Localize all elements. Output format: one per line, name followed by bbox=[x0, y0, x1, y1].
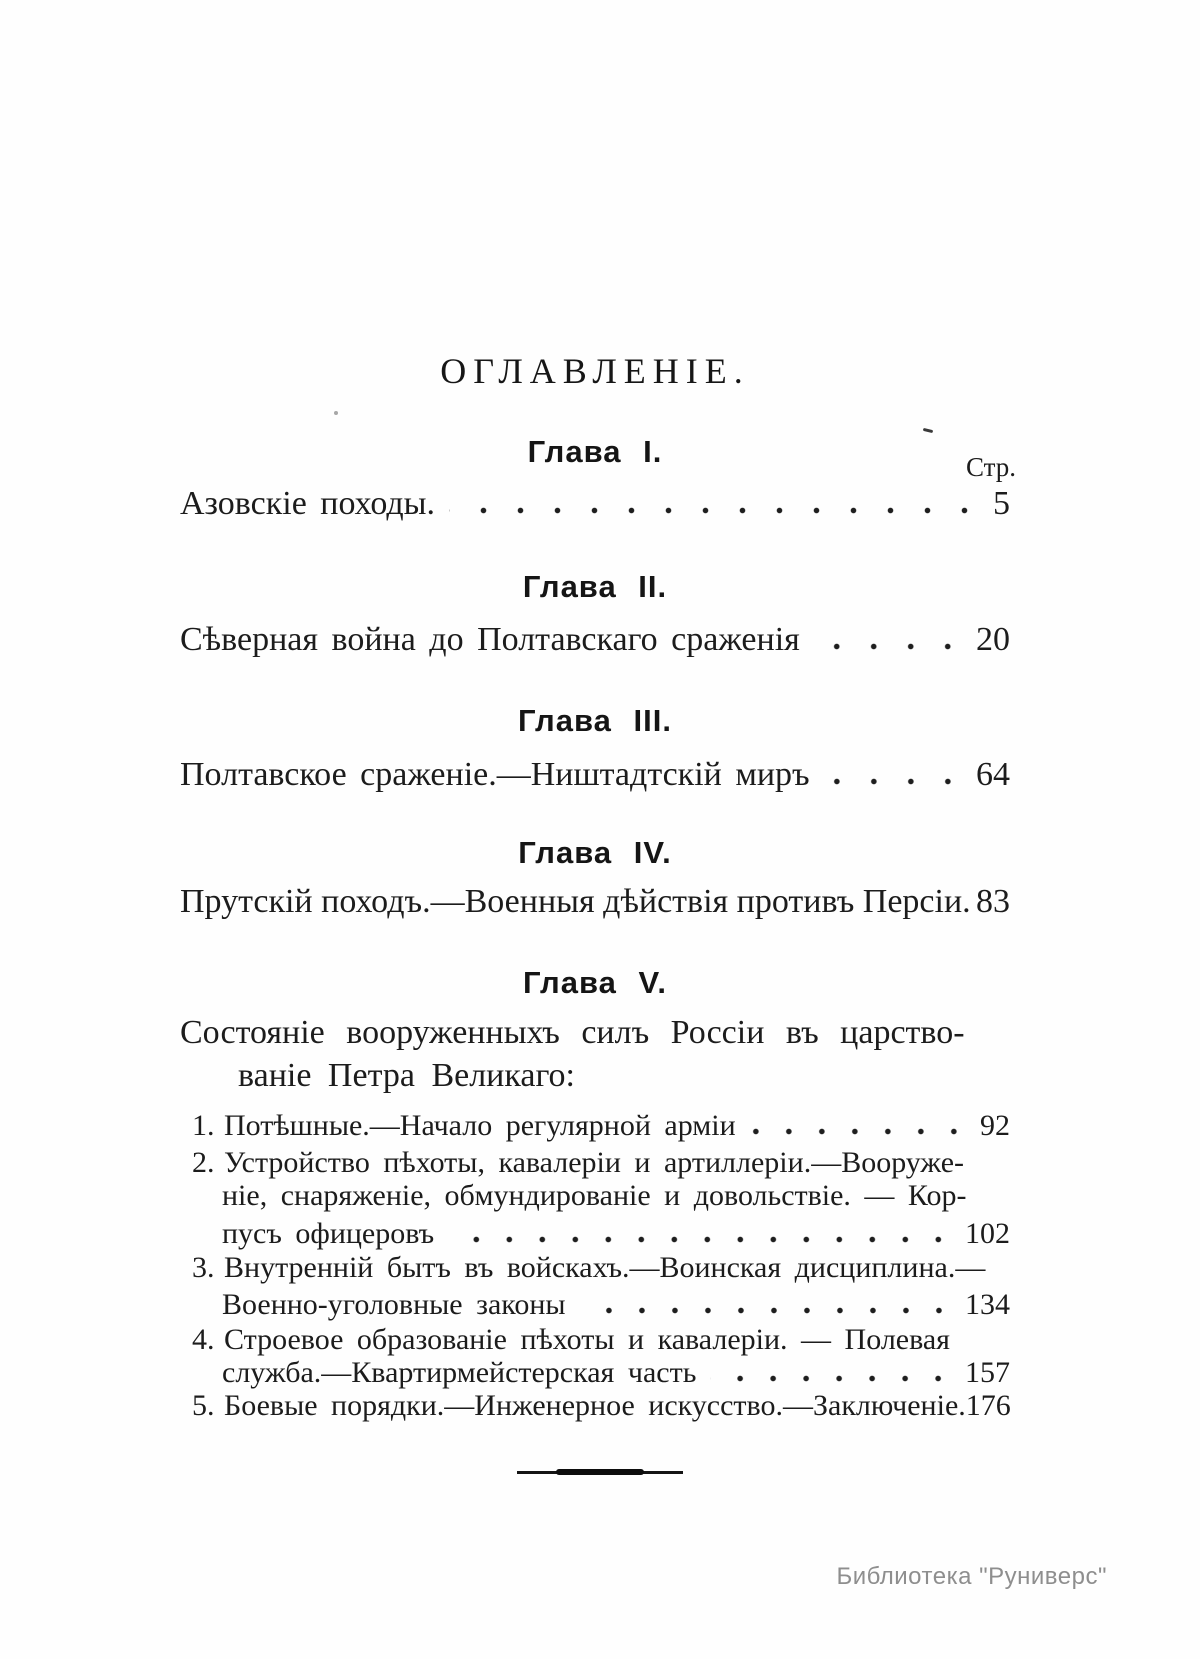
toc-entry-chapter-2 bbox=[180, 620, 1010, 660]
dot-leader bbox=[814, 642, 968, 650]
dot-leader bbox=[750, 1127, 972, 1135]
toc-entry-chapter-3 bbox=[180, 755, 1010, 795]
toc-item-2-line-3 bbox=[180, 1216, 1010, 1252]
item-text: ніе, снаряженіе, обмундированіе и довольствіе. — Кор- bbox=[222, 1179, 967, 1212]
page-title: ОГЛАВЛЕНІЕ. bbox=[440, 351, 750, 391]
section-divider-accent bbox=[556, 1469, 644, 1475]
entry-page-number: 5 bbox=[993, 485, 1010, 522]
entry-text: Прутскій походъ.—Военныя дѣйствія противъ Персіи. bbox=[180, 883, 971, 920]
chapter-5-intro-line-1: Состояніе вооруженныхъ силъ Россіи въ царство- bbox=[180, 1014, 965, 1051]
item-text: Военно-уголовные законы bbox=[222, 1288, 566, 1321]
toc-item-3-line-1 bbox=[180, 1250, 1010, 1286]
item-page-number: 92 bbox=[980, 1109, 1010, 1142]
item-number: 1. bbox=[192, 1109, 215, 1142]
item-text: Боевые порядки.—Инженерное искусство.—Заключеніе. bbox=[224, 1389, 966, 1422]
toc-entry-chapter-1 bbox=[180, 484, 1010, 524]
item-number: 3. bbox=[192, 1251, 215, 1284]
item-page-number: 176 bbox=[965, 1389, 1011, 1422]
item-text: Строевое образованіе пѣхоты и кавалеріи. — Полевая bbox=[224, 1323, 950, 1356]
entry-text: Азовскіе походы. bbox=[180, 485, 436, 522]
item-number: 5. bbox=[192, 1389, 215, 1422]
dot-leader bbox=[824, 777, 968, 785]
toc-item-4-line-1 bbox=[180, 1322, 1010, 1358]
item-text: Потѣшные.—Начало регулярной арміи bbox=[224, 1109, 736, 1142]
item-page-number: 157 bbox=[965, 1356, 1010, 1389]
dot-leader bbox=[580, 1306, 957, 1314]
toc-item-4-line-2 bbox=[180, 1355, 1010, 1391]
entry-page-number: 64 bbox=[976, 756, 1010, 793]
item-page-number: 102 bbox=[965, 1217, 1010, 1250]
entry-text: Полтавское сраженіе.—Ништадтскій миръ bbox=[180, 756, 810, 793]
item-number: 4. bbox=[192, 1323, 215, 1356]
library-watermark: Библиотека "Руниверс" bbox=[836, 1563, 1107, 1590]
chapter-5-intro-line-2: ваніе Петра Великаго: bbox=[238, 1057, 576, 1094]
toc-item-2-line-1 bbox=[180, 1145, 1010, 1181]
dot-leader bbox=[710, 1374, 957, 1382]
toc-entry-chapter-4 bbox=[180, 882, 1010, 922]
item-text: пусъ офицеровъ bbox=[222, 1217, 435, 1250]
toc-item-3-line-2 bbox=[180, 1287, 1010, 1323]
chapter-4-heading: Глава IV. bbox=[518, 835, 672, 870]
toc-item-1 bbox=[180, 1108, 1010, 1144]
dot-leader bbox=[448, 1235, 957, 1243]
scan-speck bbox=[334, 411, 338, 415]
toc-item-5 bbox=[180, 1388, 1010, 1424]
entry-text: Сѣверная война до Полтавскаго сраженія bbox=[180, 621, 800, 658]
entry-page-number: 83 bbox=[976, 883, 1010, 920]
page-column-label: Стр. bbox=[965, 452, 1016, 482]
toc-page bbox=[180, 0, 1016, 1659]
chapter-5-heading: Глава V. bbox=[523, 965, 667, 1000]
chapter-1-heading: Глава I. bbox=[527, 434, 663, 469]
item-number: 2. bbox=[192, 1146, 215, 1179]
entry-page-number: 20 bbox=[976, 621, 1010, 658]
chapter-2-heading: Глава II. bbox=[522, 569, 668, 604]
item-text: Внутренній бытъ въ войскахъ.—Воинская дисциплина.— bbox=[224, 1251, 986, 1284]
item-text: Устройство пѣхоты, кавалеріи и артиллеріи.—Вооруже- bbox=[224, 1146, 965, 1179]
item-page-number: 134 bbox=[965, 1288, 1010, 1321]
dot-leader bbox=[449, 506, 985, 514]
chapter-3-heading: Глава III. bbox=[518, 703, 672, 738]
toc-item-2-line-2 bbox=[180, 1178, 1010, 1214]
item-text: служба.—Квартирмейстерская часть bbox=[222, 1356, 697, 1389]
